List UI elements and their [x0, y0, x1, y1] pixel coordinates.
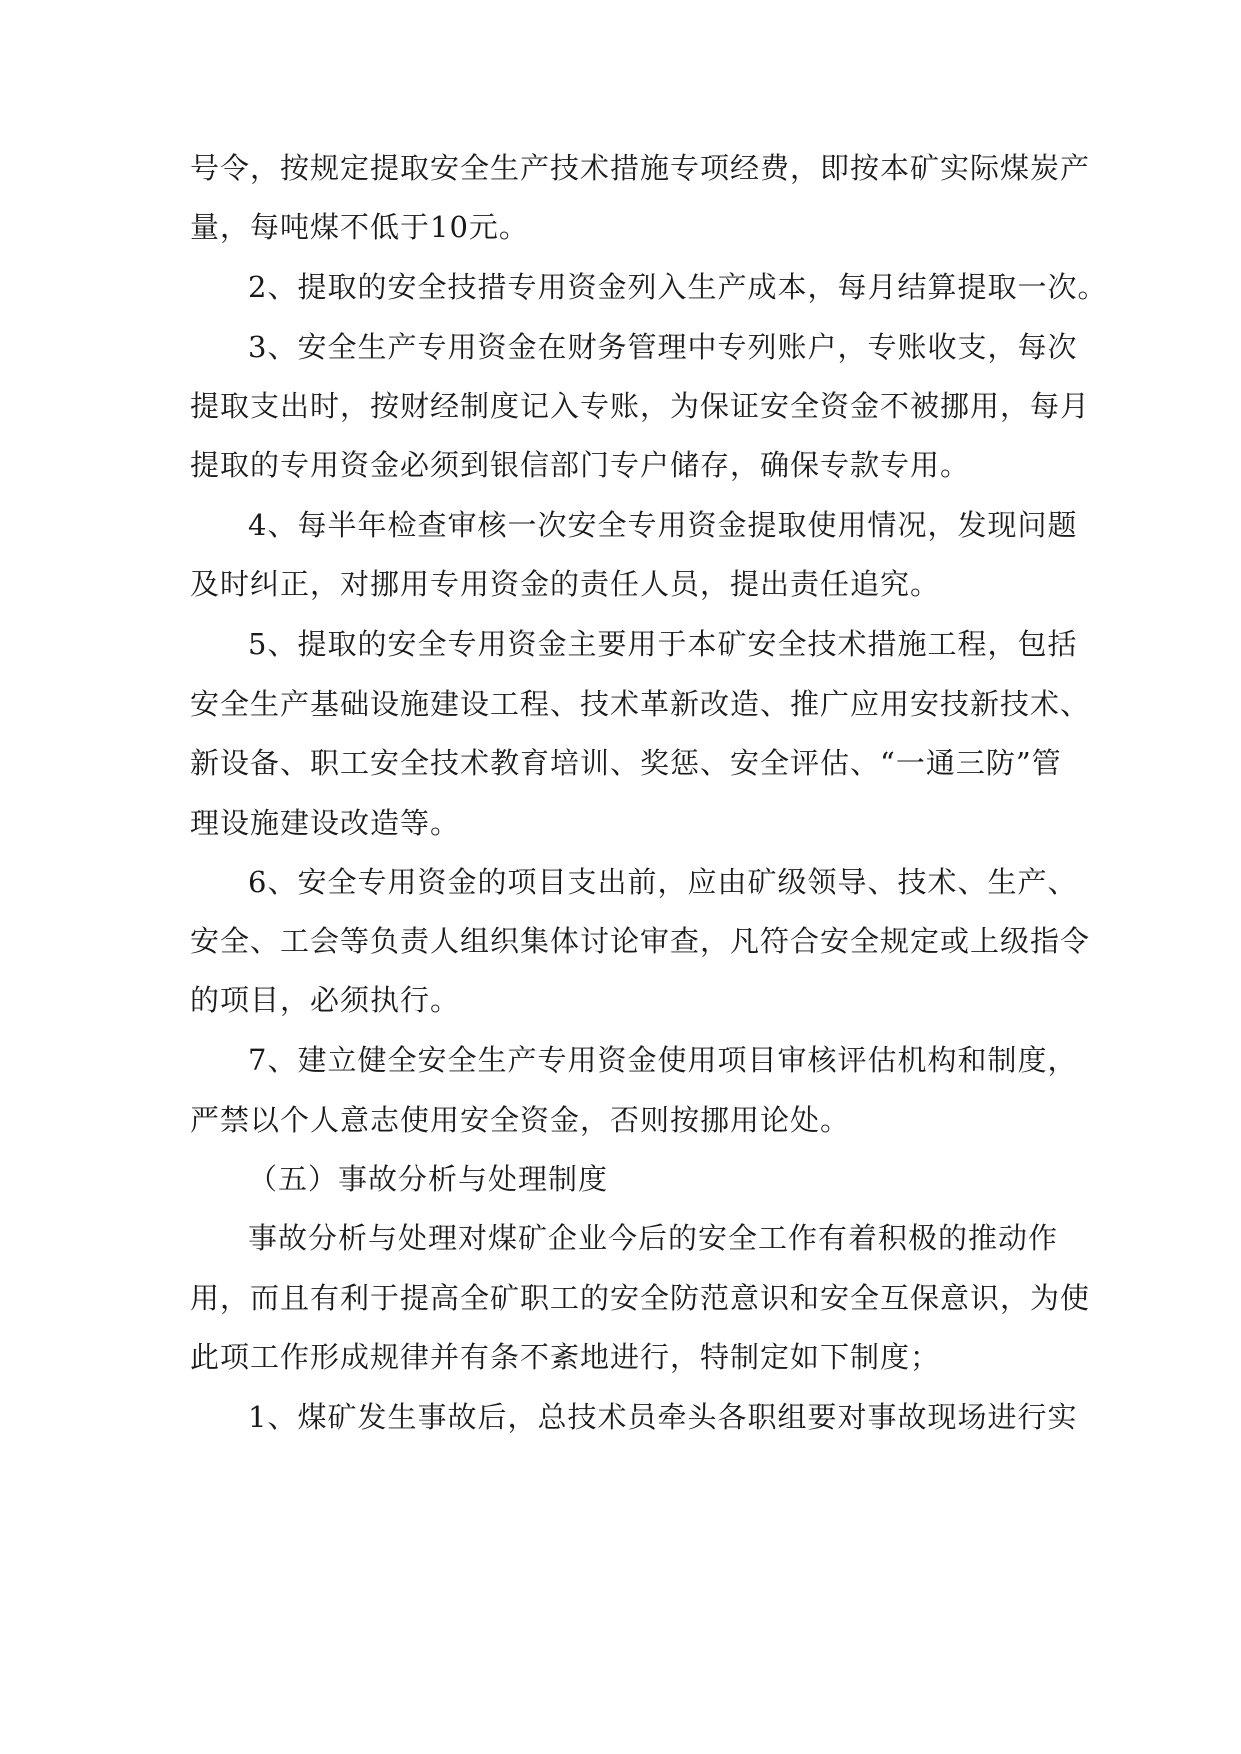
text-line: 及时纠正，对挪用专用资金的责任人员，提出责任追究。: [190, 567, 941, 601]
text-line: 5、提取的安全专用资金主要用于本矿安全技术措施工程，包括: [248, 627, 1078, 661]
text-line: 号令，按规定提取安全生产技术措施专项经费，即按本矿实际煤炭产: [190, 151, 1091, 185]
text-line: 新设备、职工安全技术教育培训、奖惩、安全评估、“一通三防”管: [190, 746, 1062, 780]
text-line: 安全、工会等负责人组织集体讨论审查，凡符合安全规定或上级指令: [190, 924, 1091, 958]
text-line: 7、建立健全安全生产专用资金使用项目审核评估机构和制度，: [248, 1043, 1078, 1077]
text-line: 此项工作形成规律并有条不紊地进行，特制定如下制度；: [190, 1340, 941, 1374]
text-line: 安全生产基础设施建设工程、技术革新改造、推广应用安技新技术、: [190, 687, 1091, 721]
text-line: 提取的专用资金必须到银信部门专户储存，确保专款专用。: [190, 448, 971, 482]
text-line: 3、安全生产专用资金在财务管理中专列账户，专账收支，每次: [248, 330, 1078, 364]
text-line: 提取支出时，按财经制度记入专账，为保证安全资金不被挪用，每月: [190, 389, 1091, 423]
text-line: 1、煤矿发生事故后，总技术员牵头各职组要对事故现场进行实: [248, 1400, 1078, 1434]
text-line: 2、提取的安全技措专用资金列入生产成本，每月结算提取一次。: [248, 270, 1108, 304]
text-line: 6、安全专用资金的项目支出前，应由矿级领导、技术、生产、: [248, 865, 1078, 899]
section-heading: （五）事故分析与处理制度: [248, 1162, 609, 1196]
text-line: 量，每吨煤不低于10元。: [190, 210, 529, 244]
text-line: 事故分析与处理对煤矿企业今后的安全工作有着积极的推动作: [248, 1221, 1059, 1255]
text-line: 4、每半年检查审核一次安全专用资金提取使用情况，发现问题: [248, 508, 1078, 542]
text-line: 的项目，必须执行。: [190, 983, 461, 1017]
text-line: 理设施建设改造等。: [190, 806, 461, 840]
text-line: 用，而且有利于提高全矿职工的安全防范意识和安全互保意识，为使: [190, 1281, 1091, 1315]
text-line: 严禁以个人意志使用安全资金，否则按挪用论处。: [190, 1103, 851, 1137]
